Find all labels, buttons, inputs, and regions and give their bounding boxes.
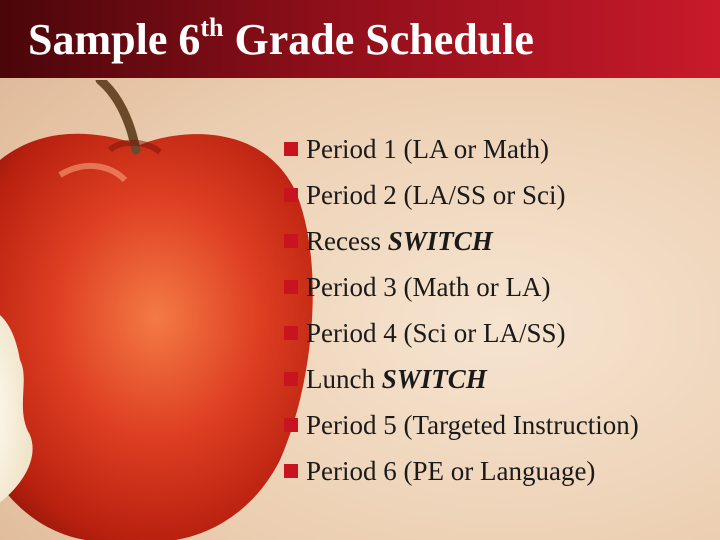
square-bullet-icon [284, 418, 298, 432]
schedule-list [282, 130, 712, 498]
schedule-item-text: Period 2 (LA/SS or Sci) [306, 180, 566, 210]
schedule-item-text: Period 4 (Sci or LA/SS) [306, 318, 566, 348]
slide-title [28, 13, 534, 64]
title-suffix: Grade Schedule [223, 15, 534, 64]
schedule-item [282, 452, 712, 490]
schedule-item [282, 268, 712, 306]
schedule-item [282, 314, 712, 352]
schedule-item-text: Period 5 (Targeted Instruction) [306, 410, 639, 440]
schedule-item [282, 406, 712, 444]
square-bullet-icon [284, 142, 298, 156]
schedule-item [282, 130, 712, 168]
schedule-item [282, 222, 712, 260]
schedule-item-text: Period 6 (PE or Language) [306, 456, 596, 486]
square-bullet-icon [284, 188, 298, 202]
schedule-item-emphasis: SWITCH [387, 226, 493, 256]
bitten-apple-icon [0, 80, 320, 540]
title-prefix: Sample 6 [28, 15, 201, 64]
square-bullet-icon [284, 372, 298, 386]
schedule-item-text: Period 1 (LA or Math) [306, 134, 549, 164]
square-bullet-icon [284, 464, 298, 478]
square-bullet-icon [284, 326, 298, 340]
schedule-item-emphasis: SWITCH [381, 364, 487, 394]
apple-body [0, 134, 313, 540]
square-bullet-icon [284, 280, 298, 294]
square-bullet-icon [284, 234, 298, 248]
title-bar [0, 0, 720, 78]
schedule-item [282, 360, 712, 398]
schedule-item [282, 176, 712, 214]
title-superscript: th [200, 13, 224, 42]
schedule-item-text: Lunch [306, 364, 382, 394]
schedule-item-text: Period 3 (Math or LA) [306, 272, 551, 302]
schedule-item-text: Recess [306, 226, 388, 256]
